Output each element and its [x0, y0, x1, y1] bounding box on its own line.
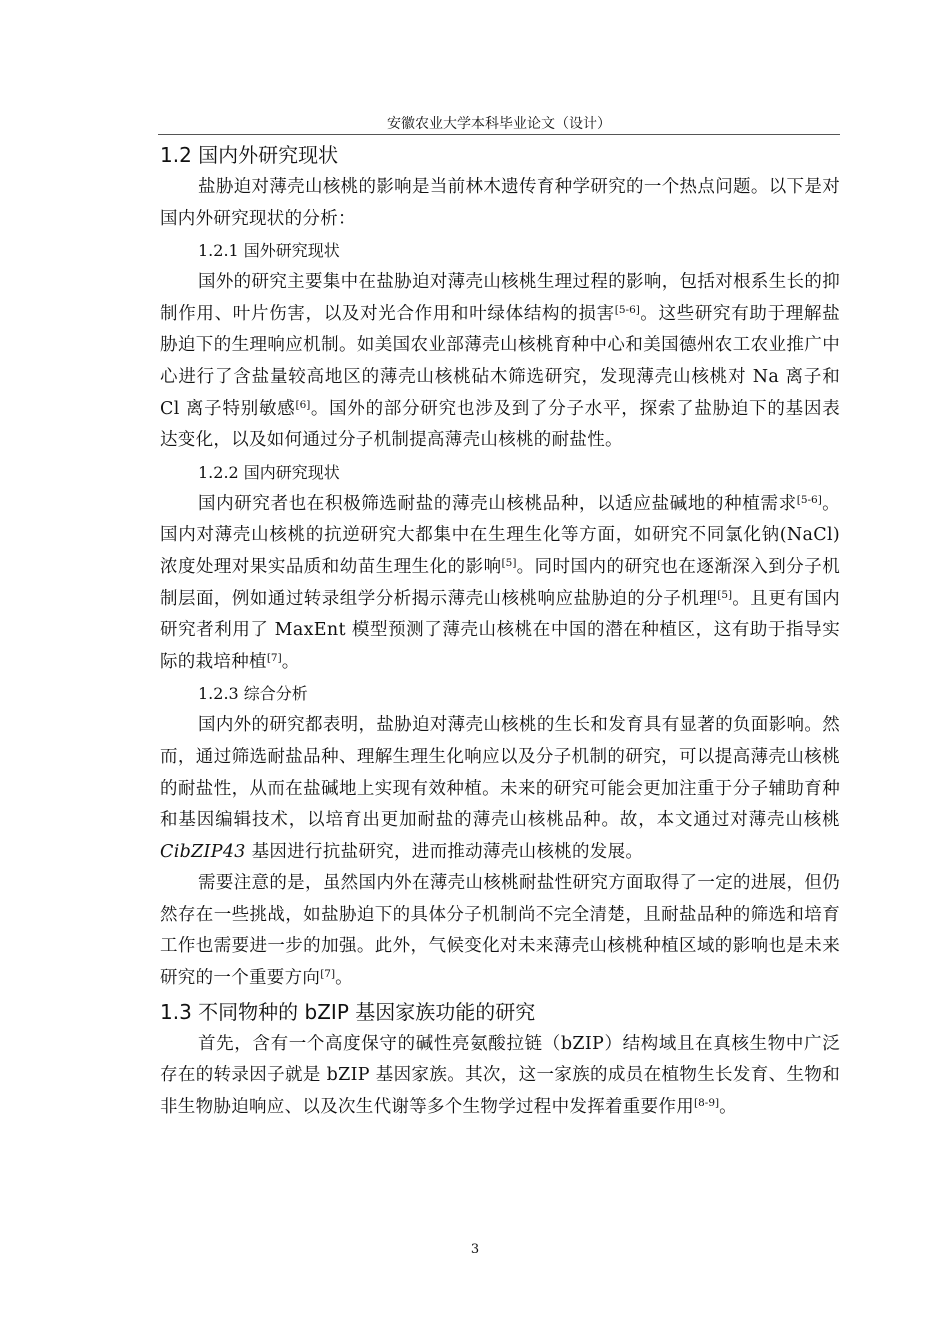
paragraph-text: 。 [335, 968, 353, 989]
paragraph-foreign-research [160, 267, 840, 457]
citation: [5] [501, 557, 517, 570]
page-body [160, 138, 840, 1123]
subsection-heading-1-2-3: 1.2.3 综合分析 [198, 684, 308, 704]
paragraph-text: 首先，含有一个高度保守的碱性亮氨酸拉链（bZIP）结构域且在真核生物中广泛存在的转录因子就是 bZIP 基因家族。其次，这一家族的成员在植物生长发育、生物和非生物胁迫响应、以及次生代谢等多个生物学过程中发挥着重要作用 [160, 1033, 840, 1117]
paragraph-text: 。这些研究有助于理解盐胁迫下的生理响应机制。如美国农业部薄壳山核桃育种中心和美国德州农工农业推广中心进行了含盐量较高地区的薄壳山核桃砧木筛选研究，发现薄壳山核桃对 Na 离子和 Cl 离子特别敏感 [160, 303, 840, 419]
section-heading-1-2: 1.2 国内外研究现状 [160, 143, 339, 167]
paragraph-text: 国内研究者也在积极筛选耐盐的薄壳山核桃品种，以适应盐碱地的种植需求 [198, 493, 797, 514]
subsection-heading-1-2-1: 1.2.1 国外研究现状 [198, 241, 340, 261]
gene-name: CibZIP43 [160, 841, 246, 862]
paragraph-text: 。 [281, 651, 300, 672]
section-heading-1-3: 1.3 不同物种的 bZIP 基因家族功能的研究 [160, 999, 536, 1024]
paragraph-text: 。国外的部分研究也涉及到了分子水平，探索了盐胁迫下的基因表达变化，以及如何通过分子机制提高薄壳山核桃的耐盐性。 [160, 398, 841, 451]
subsection-heading-1-2-2: 1.2.2 国内研究现状 [198, 462, 340, 482]
paragraph-text: 需要注意的是，虽然国内外在薄壳山核桃耐盐性研究方面取得了一定的进展，但仍然存在一些挑战，如盐胁迫下的具体分子机制尚不完全清楚，且耐盐品种的筛选和培育工作也需要进一步的加强。此外，气候变化对未来薄壳山核桃种植区域的影响也是未来研究的一个重要方向 [160, 873, 840, 989]
citation: [5-6] [796, 493, 822, 506]
citation: [7] [320, 968, 336, 981]
page-number: 3 [470, 1242, 480, 1257]
citation: [8-9] [694, 1097, 720, 1110]
citation: [5-6] [614, 304, 640, 317]
paragraph-text: 。且更有国内研究者利用了 MaxEnt 模型预测了薄壳山核桃在中国的潜在种植区，这有助于指导实际的栽培种植 [160, 588, 840, 672]
paragraph-text: 。 [719, 1096, 737, 1117]
header-rule [158, 134, 840, 135]
paragraph-bzip-family [160, 1029, 840, 1124]
citation: [6] [295, 398, 311, 411]
paragraph-text: 。国内对薄壳山核桃的抗逆研究大都集中在生理生化等方面，如研究不同氯化钠(NaCl)浓度处理对果实品质和幼苗生理生化的影响 [160, 493, 840, 577]
paragraph-text: 。同时国内的研究也在逐渐深入到分子机制层面，例如通过转录组学分析揭示薄壳山核桃响应盐胁迫的分子机理 [160, 556, 840, 609]
citation: [5] [717, 588, 733, 601]
paragraph-intro [160, 172, 840, 235]
paragraph-synthesis [160, 710, 840, 868]
paragraph-text: 国外的研究主要集中在盐胁迫对薄壳山核桃生理过程的影响，包括对根系生长的抑制作用、叶片伤害，以及对光合作用和叶绿体结构的损害 [160, 272, 840, 324]
paragraph-challenges [160, 868, 840, 994]
paragraph-text: 国内外的研究都表明，盐胁迫对薄壳山核桃的生长和发育具有显著的负面影响。然而，通过筛选耐盐品种、理解生理生化响应以及分子机制的研究，可以提高薄壳山核桃的耐盐性，从而在盐碱地上实现有效种植。未来的研究可能会更加注重于分子辅助育种和基因编辑技术，以培育出更加耐盐的薄壳山核桃品种。故，本文通过对薄壳山核桃 [160, 715, 840, 831]
paragraph-text: 基因进行抗盐研究，进而推动薄壳山核桃的发展。 [245, 841, 644, 862]
paragraph-domestic-research [160, 489, 840, 679]
running-header: 安徽农业大学本科毕业论文（设计） [387, 116, 611, 132]
paragraph-text: 盐胁迫对薄壳山核桃的影响是当前林木遗传育种学研究的一个热点问题。以下是对国内外研究现状的分析： [160, 177, 840, 229]
citation: [7] [266, 651, 282, 664]
